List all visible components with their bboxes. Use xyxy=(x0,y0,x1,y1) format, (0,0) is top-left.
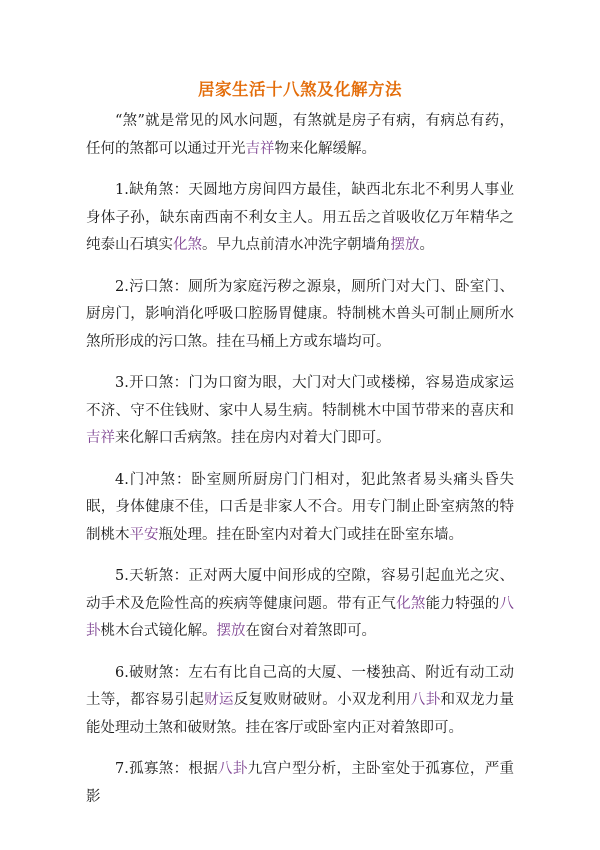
text-run: 在窗台对着煞即可。 xyxy=(245,623,376,639)
item-paragraph-1 xyxy=(86,177,514,260)
text-run: 3.开口煞：门为口窗为眼，大门对大门或楼梯，容易造成家运不济、守不住钱财、家中人易生病。特制桃木中国节带来的喜庆和 xyxy=(86,375,514,419)
text-run: 反复败财破财。小双龙利用 xyxy=(233,692,411,708)
text-run: 九宫户型分析，主卧室处于孤寡位，严重影 xyxy=(86,761,515,805)
text-run: 来化解口舌病煞。挂在房内对着大门即可。 xyxy=(115,430,391,446)
keyword-link: 吉祥 xyxy=(86,430,115,446)
item-paragraph-2 xyxy=(86,274,514,357)
text-run: 和双龙力量能处理动土煞和破财煞。挂在客厅或卧室内正对着煞即可。 xyxy=(86,692,515,736)
document-body xyxy=(86,108,514,825)
text-run: 7.孤寡煞：根据 xyxy=(115,761,219,777)
item-paragraph-7 xyxy=(86,756,514,811)
keyword-link: 化煞 xyxy=(173,237,202,253)
text-run: 能力特强的 xyxy=(425,595,500,612)
keyword-link: 吉祥 xyxy=(245,140,275,157)
keyword-link: 八卦 xyxy=(86,595,515,639)
text-run: 物来化解缓解。 xyxy=(274,140,376,157)
keyword-link: 摆放 xyxy=(390,237,420,253)
item-paragraph-5 xyxy=(86,563,514,646)
text-run: “煞”就是常见的风水问题，有煞就是房子有病，有病总有药，任何的煞都可以通过开光 xyxy=(86,113,514,157)
item-paragraph-4 xyxy=(86,467,514,550)
text-run: 6.破财煞：左右有比自己高的大厦、一楼独高、附近有动工动土等，都容易引起 xyxy=(86,664,514,708)
item-paragraph-6 xyxy=(86,660,514,743)
item-paragraph-3 xyxy=(86,370,514,453)
text-run: 1.缺角煞：天圆地方房间四方最佳，缺西北东北不利男人事业身体子孙，缺东南西南不利女主人。用五岳之首吸收亿万年精华之纯泰山石填实 xyxy=(86,182,514,253)
keyword-link: 摆放 xyxy=(216,623,246,639)
page-title: 居家生活十八煞及化解方法 xyxy=(198,80,402,99)
text-run: 4.门冲煞：卧室厕所厨房门门相对，犯此煞者易头痛头昏失眠，身体健康不佳，口舌是非家人不合。用专门制止卧室病煞的特制桃木 xyxy=(86,471,514,543)
text-run: 瓶处理。挂在卧室内对着大门或挂在卧室东墙。 xyxy=(158,526,463,543)
text-run: 桃木台式镜化解。 xyxy=(100,623,217,639)
keyword-link: 财运 xyxy=(204,692,234,708)
text-run: 。早九点前清水冲洗字朝墙角 xyxy=(202,237,391,253)
keyword-link: 八卦 xyxy=(218,761,248,777)
keyword-link: 平安 xyxy=(129,526,159,543)
keyword-link: 八卦 xyxy=(410,692,441,708)
text-run: 2.污口煞：厕所为家庭污秽之源泉，厕所门对大门、卧室门、厨房门，影响消化呼吸口腔肠胃健康。特制桃木兽头可制止厕所水煞所形成的污口煞。挂在马桶上方或东墙均可。 xyxy=(86,278,514,350)
text-run: 5.天斩煞：正对两大厦中间形成的空隙，容易引起血光之灾、动手术及危险性高的疾病等健康问题。带有正气 xyxy=(86,568,514,612)
text-run: 。 xyxy=(419,237,434,253)
keyword-link: 化煞 xyxy=(396,595,426,612)
intro-paragraph xyxy=(86,108,514,163)
